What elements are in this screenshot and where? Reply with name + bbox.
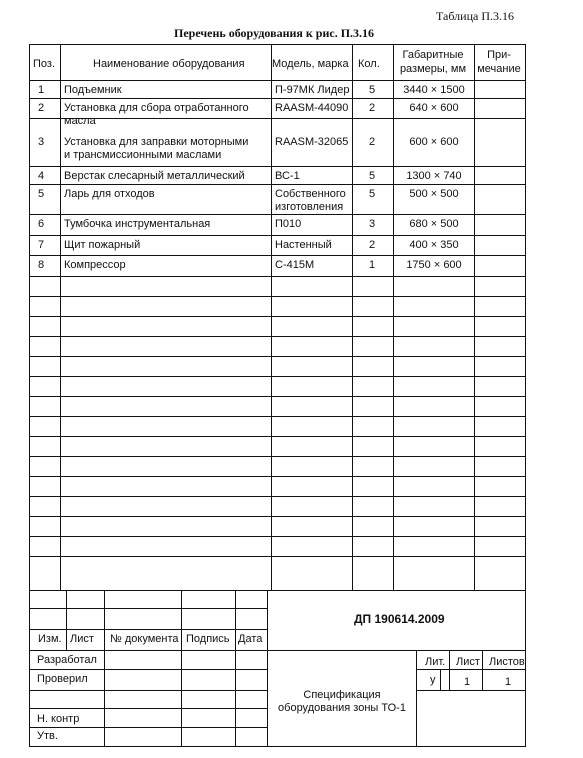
stamp-doc-no: № документа	[110, 633, 179, 645]
row-rule	[29, 235, 526, 236]
row-name: Подъемник	[64, 84, 122, 96]
stamp-column-rule	[181, 590, 182, 650]
stamp-lit-bottom-rule	[416, 690, 526, 691]
row-name: масла	[64, 115, 96, 127]
stamp-row-rule	[29, 690, 268, 691]
row-pos: 6	[38, 218, 45, 230]
row-qty: 5	[369, 188, 376, 200]
row-qty: 2	[369, 239, 376, 251]
stamp-column-rule	[267, 590, 268, 650]
row-rule	[29, 456, 526, 457]
row-name: Щит пожарный	[64, 239, 141, 251]
header-name: Наименование оборудования	[93, 58, 245, 70]
row-rule	[29, 118, 526, 119]
stamp-row-rule	[29, 629, 268, 630]
row-size: 400 × 350	[409, 239, 459, 251]
stamp-list: Лист	[70, 633, 94, 645]
row-name: Верстак слесарный металлический	[64, 170, 245, 182]
row-pos: 5	[38, 188, 45, 200]
row-pos: 8	[38, 259, 45, 271]
stamp-checked: Проверил	[37, 673, 88, 685]
row-rule	[29, 416, 526, 417]
row-name: Ларь для отходов	[64, 188, 155, 200]
stamp-sign: Подпись	[186, 633, 230, 645]
column-rule	[60, 44, 61, 590]
row-model: П-97МК Лидер	[275, 84, 350, 96]
stamp-column-rule	[104, 590, 105, 650]
stamp-row-rule	[29, 727, 268, 728]
row-rule	[29, 336, 526, 337]
stamp-column-rule	[235, 590, 236, 650]
stamp-n-control: Н. контр	[37, 713, 80, 725]
row-name: Установка для заправки моторными	[64, 136, 249, 148]
table-title: Перечень оборудования к рис. П.3.16	[174, 26, 375, 40]
stamp-row-rule	[29, 708, 268, 709]
row-pos: 7	[38, 239, 45, 251]
stamp-column-rule	[104, 650, 105, 746]
stamp-lit-sub-rule	[440, 669, 441, 690]
stamp-column-rule	[66, 590, 67, 650]
row-model: RAASM-44090	[275, 102, 349, 114]
row-rule	[29, 516, 526, 517]
stamp-row-rule	[29, 650, 268, 651]
row-model: Настенный	[275, 239, 332, 251]
stamp-lit-label: Лит.	[425, 656, 446, 668]
frame-bottom	[29, 746, 526, 747]
row-rule	[29, 476, 526, 477]
row-model: С-415М	[275, 259, 315, 271]
stamp-lit-row-rule	[416, 669, 526, 670]
stamp-sheet-label: Лист	[456, 656, 480, 668]
row-qty: 3	[369, 218, 376, 230]
row-rule	[29, 166, 526, 167]
stamp-row-rule	[29, 608, 268, 609]
row-model: RAASM-32065	[275, 136, 349, 148]
frame-top	[29, 44, 526, 45]
stamp-row-rule	[29, 669, 268, 670]
row-size: 1750 × 600	[406, 259, 462, 271]
frame-right	[525, 44, 526, 746]
row-model: П010	[275, 218, 302, 230]
column-rule	[393, 44, 394, 590]
row-rule	[29, 356, 526, 357]
header-model: Модель, марка	[272, 58, 349, 70]
row-pos: 2	[38, 102, 45, 114]
row-name: Тумбочка инструментальная	[64, 218, 211, 230]
row-rule	[29, 296, 526, 297]
stamp-lit-value: у	[430, 674, 436, 686]
row-size: 500 × 500	[409, 188, 459, 200]
stamp-sheets-value: 1	[505, 676, 512, 688]
row-qty: 5	[369, 84, 376, 96]
column-rule	[271, 44, 272, 590]
header-note-line2: мечание	[477, 63, 521, 75]
row-pos: 1	[38, 84, 45, 96]
row-model: Собственного	[275, 188, 346, 200]
header-note-line1: При-	[487, 49, 511, 61]
row-rule	[29, 255, 526, 256]
header-qty: Кол.	[358, 58, 380, 70]
row-rule	[29, 396, 526, 397]
stamp-approved: Утв.	[37, 730, 58, 742]
stamp-sheet-rule	[449, 650, 450, 690]
row-rule	[29, 316, 526, 317]
row-size: 3440 × 1500	[403, 84, 465, 96]
stamp-description-line1: Спецификация	[303, 689, 381, 701]
document-code: ДП 190614.2009	[354, 612, 445, 626]
row-rule	[29, 214, 526, 215]
stamp-column-rule	[181, 650, 182, 746]
row-qty: 2	[369, 136, 376, 148]
row-rule	[29, 436, 526, 437]
frame-left	[29, 44, 30, 746]
stamp-code-rule	[268, 650, 526, 651]
row-qty: 5	[369, 170, 376, 182]
row-rule	[29, 98, 526, 99]
row-pos: 4	[38, 170, 45, 182]
header-pos: Поз.	[33, 58, 55, 70]
row-model: изготовления	[275, 201, 344, 213]
stamp-column-rule	[235, 650, 236, 746]
row-rule	[29, 376, 526, 377]
column-rule	[474, 44, 475, 590]
row-qty: 2	[369, 102, 376, 114]
row-name: и трансмиссионными маслами	[64, 149, 222, 161]
row-name: Установка для сбора отработанного	[64, 102, 249, 114]
row-model: ВС-1	[275, 170, 300, 182]
stamp-sheets-rule	[482, 650, 483, 690]
row-qty: 1	[369, 259, 376, 271]
column-rule	[352, 44, 353, 590]
row-rule	[29, 184, 526, 185]
row-size: 640 × 600	[409, 102, 459, 114]
stamp-izm: Изм.	[38, 633, 62, 645]
row-pos: 3	[38, 136, 45, 148]
row-size: 600 × 600	[409, 136, 459, 148]
stamp-date: Дата	[238, 633, 263, 645]
stamp-sheets-label: Листов	[489, 656, 525, 668]
row-size: 680 × 500	[409, 218, 459, 230]
table-label: Таблица П.3.16	[436, 9, 514, 23]
stamp-lit-rule	[416, 650, 417, 746]
header-size-line1: Габаритные	[402, 49, 464, 61]
row-rule	[29, 496, 526, 497]
row-rule	[29, 276, 526, 277]
row-size: 1300 × 740	[406, 170, 462, 182]
stamp-developed: Разработал	[37, 654, 97, 666]
header-rule	[29, 80, 526, 81]
stamp-sheet-value: 1	[464, 676, 471, 688]
header-size-line2: размеры, мм	[399, 63, 467, 75]
stamp-description-line2: оборудования зоны ТО-1	[278, 702, 406, 714]
row-rule	[29, 536, 526, 537]
row-rule	[29, 556, 526, 557]
row-name: Компрессор	[64, 259, 126, 271]
